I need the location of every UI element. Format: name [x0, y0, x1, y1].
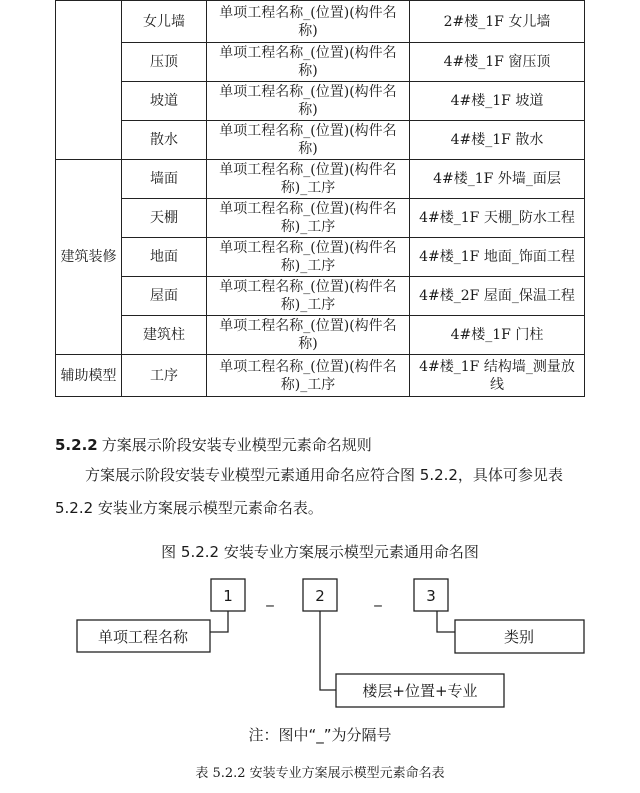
example-cell: 4#楼_1F 坡道 — [410, 82, 585, 121]
example-cell: 4#楼_1F 结构墙_测量放线 — [410, 355, 585, 397]
label-project-name — [77, 620, 210, 652]
box-3 — [414, 579, 448, 611]
example-cell: 4#楼_1F 地面_饰面工程 — [410, 238, 585, 277]
naming-rule-cell: 单项工程名称_(位置)(构件名称) — [207, 121, 410, 160]
table-row — [56, 1, 585, 43]
box-3-number: 3 — [426, 587, 436, 605]
example-cell: 4#楼_1F 外墙_面层 — [410, 160, 585, 199]
connector-1 — [210, 611, 228, 632]
label-category — [455, 620, 584, 653]
naming-rule-cell: 单项工程名称_(位置)(构件名称)_工序 — [207, 355, 410, 397]
box-1 — [211, 579, 245, 611]
table-row — [56, 160, 585, 199]
figure-note: 注：图中“_”为分隔号 — [248, 726, 392, 744]
figure-title: 图 5.2.2 安装专业方案展示模型元素通用命名图 — [161, 543, 479, 561]
naming-rule-cell: 单项工程名称_(位置)(构件名称) — [207, 43, 410, 82]
element-name-cell: 散水 — [122, 121, 207, 160]
table-row — [56, 355, 585, 397]
group-cell-empty — [56, 1, 122, 160]
group-cell-auxiliary: 辅助模型 — [56, 355, 122, 397]
naming-rule-cell: 单项工程名称_(位置)(构件名称) — [207, 1, 410, 43]
element-name-cell: 工序 — [122, 355, 207, 397]
naming-table — [55, 0, 585, 397]
table-row — [56, 82, 585, 121]
table-row — [56, 277, 585, 316]
table-caption: 表 5.2.2 安装专业方案展示模型元素命名表 — [195, 766, 445, 781]
example-cell: 4#楼_1F 门柱 — [410, 316, 585, 355]
element-name-cell: 压顶 — [122, 43, 207, 82]
table-row — [56, 316, 585, 355]
box-2-number: 2 — [315, 587, 325, 605]
example-cell: 4#楼_1F 散水 — [410, 121, 585, 160]
element-name-cell: 墙面 — [122, 160, 207, 199]
body-paragraph: 方案展示阶段安装专业模型元素通用命名应符合图 5.2.2，具体可参见表 5.2.2 安装业方案展示模型元素命名表。 — [55, 466, 563, 517]
element-name-cell: 天棚 — [122, 199, 207, 238]
example-cell: 4#楼_1F 天棚_防水工程 — [410, 199, 585, 238]
element-name-cell: 屋面 — [122, 277, 207, 316]
example-cell: 2#楼_1F 女儿墙 — [410, 1, 585, 43]
box-1-number: 1 — [223, 587, 233, 605]
box-2 — [303, 579, 337, 611]
element-name-cell: 女儿墙 — [122, 1, 207, 43]
example-cell: 4#楼_1F 窗压顶 — [410, 43, 585, 82]
table-row — [56, 121, 585, 160]
table-row — [56, 199, 585, 238]
separator-1: _ — [266, 589, 274, 607]
table-row — [56, 43, 585, 82]
naming-rule-cell: 单项工程名称_(位置)(构件名称)_工序 — [207, 160, 410, 199]
naming-diagram — [0, 570, 640, 720]
element-name-cell: 地面 — [122, 238, 207, 277]
connector-3 — [437, 611, 455, 632]
label-floor-position-discipline — [336, 674, 504, 707]
table-row — [56, 238, 585, 277]
label-project-name-text: 单项工程名称 — [97, 628, 189, 646]
group-cell-decoration: 建筑装修 — [56, 160, 122, 355]
section-number: 5.2.2 — [55, 436, 98, 454]
naming-rule-cell: 单项工程名称_(位置)(构件名称)_工序 — [207, 238, 410, 277]
element-name-cell: 坡道 — [122, 82, 207, 121]
example-cell: 4#楼_2F 屋面_保温工程 — [410, 277, 585, 316]
connector-2 — [320, 611, 336, 690]
separator-2: _ — [374, 589, 382, 607]
naming-rule-cell: 单项工程名称_(位置)(构件名称)_工序 — [207, 199, 410, 238]
naming-rule-cell: 单项工程名称_(位置)(构件名称)_工序 — [207, 277, 410, 316]
section-heading — [55, 434, 372, 455]
section-title: 方案展示阶段安装专业模型元素命名规则 — [101, 436, 372, 454]
element-name-cell: 建筑柱 — [122, 316, 207, 355]
naming-rule-cell: 单项工程名称_(位置)(构件名称) — [207, 82, 410, 121]
label-floor-position-discipline-text: 楼层+位置+专业 — [362, 682, 478, 700]
naming-rule-cell: 单项工程名称_(位置)(构件名称) — [207, 316, 410, 355]
label-category-text: 类别 — [503, 628, 535, 646]
